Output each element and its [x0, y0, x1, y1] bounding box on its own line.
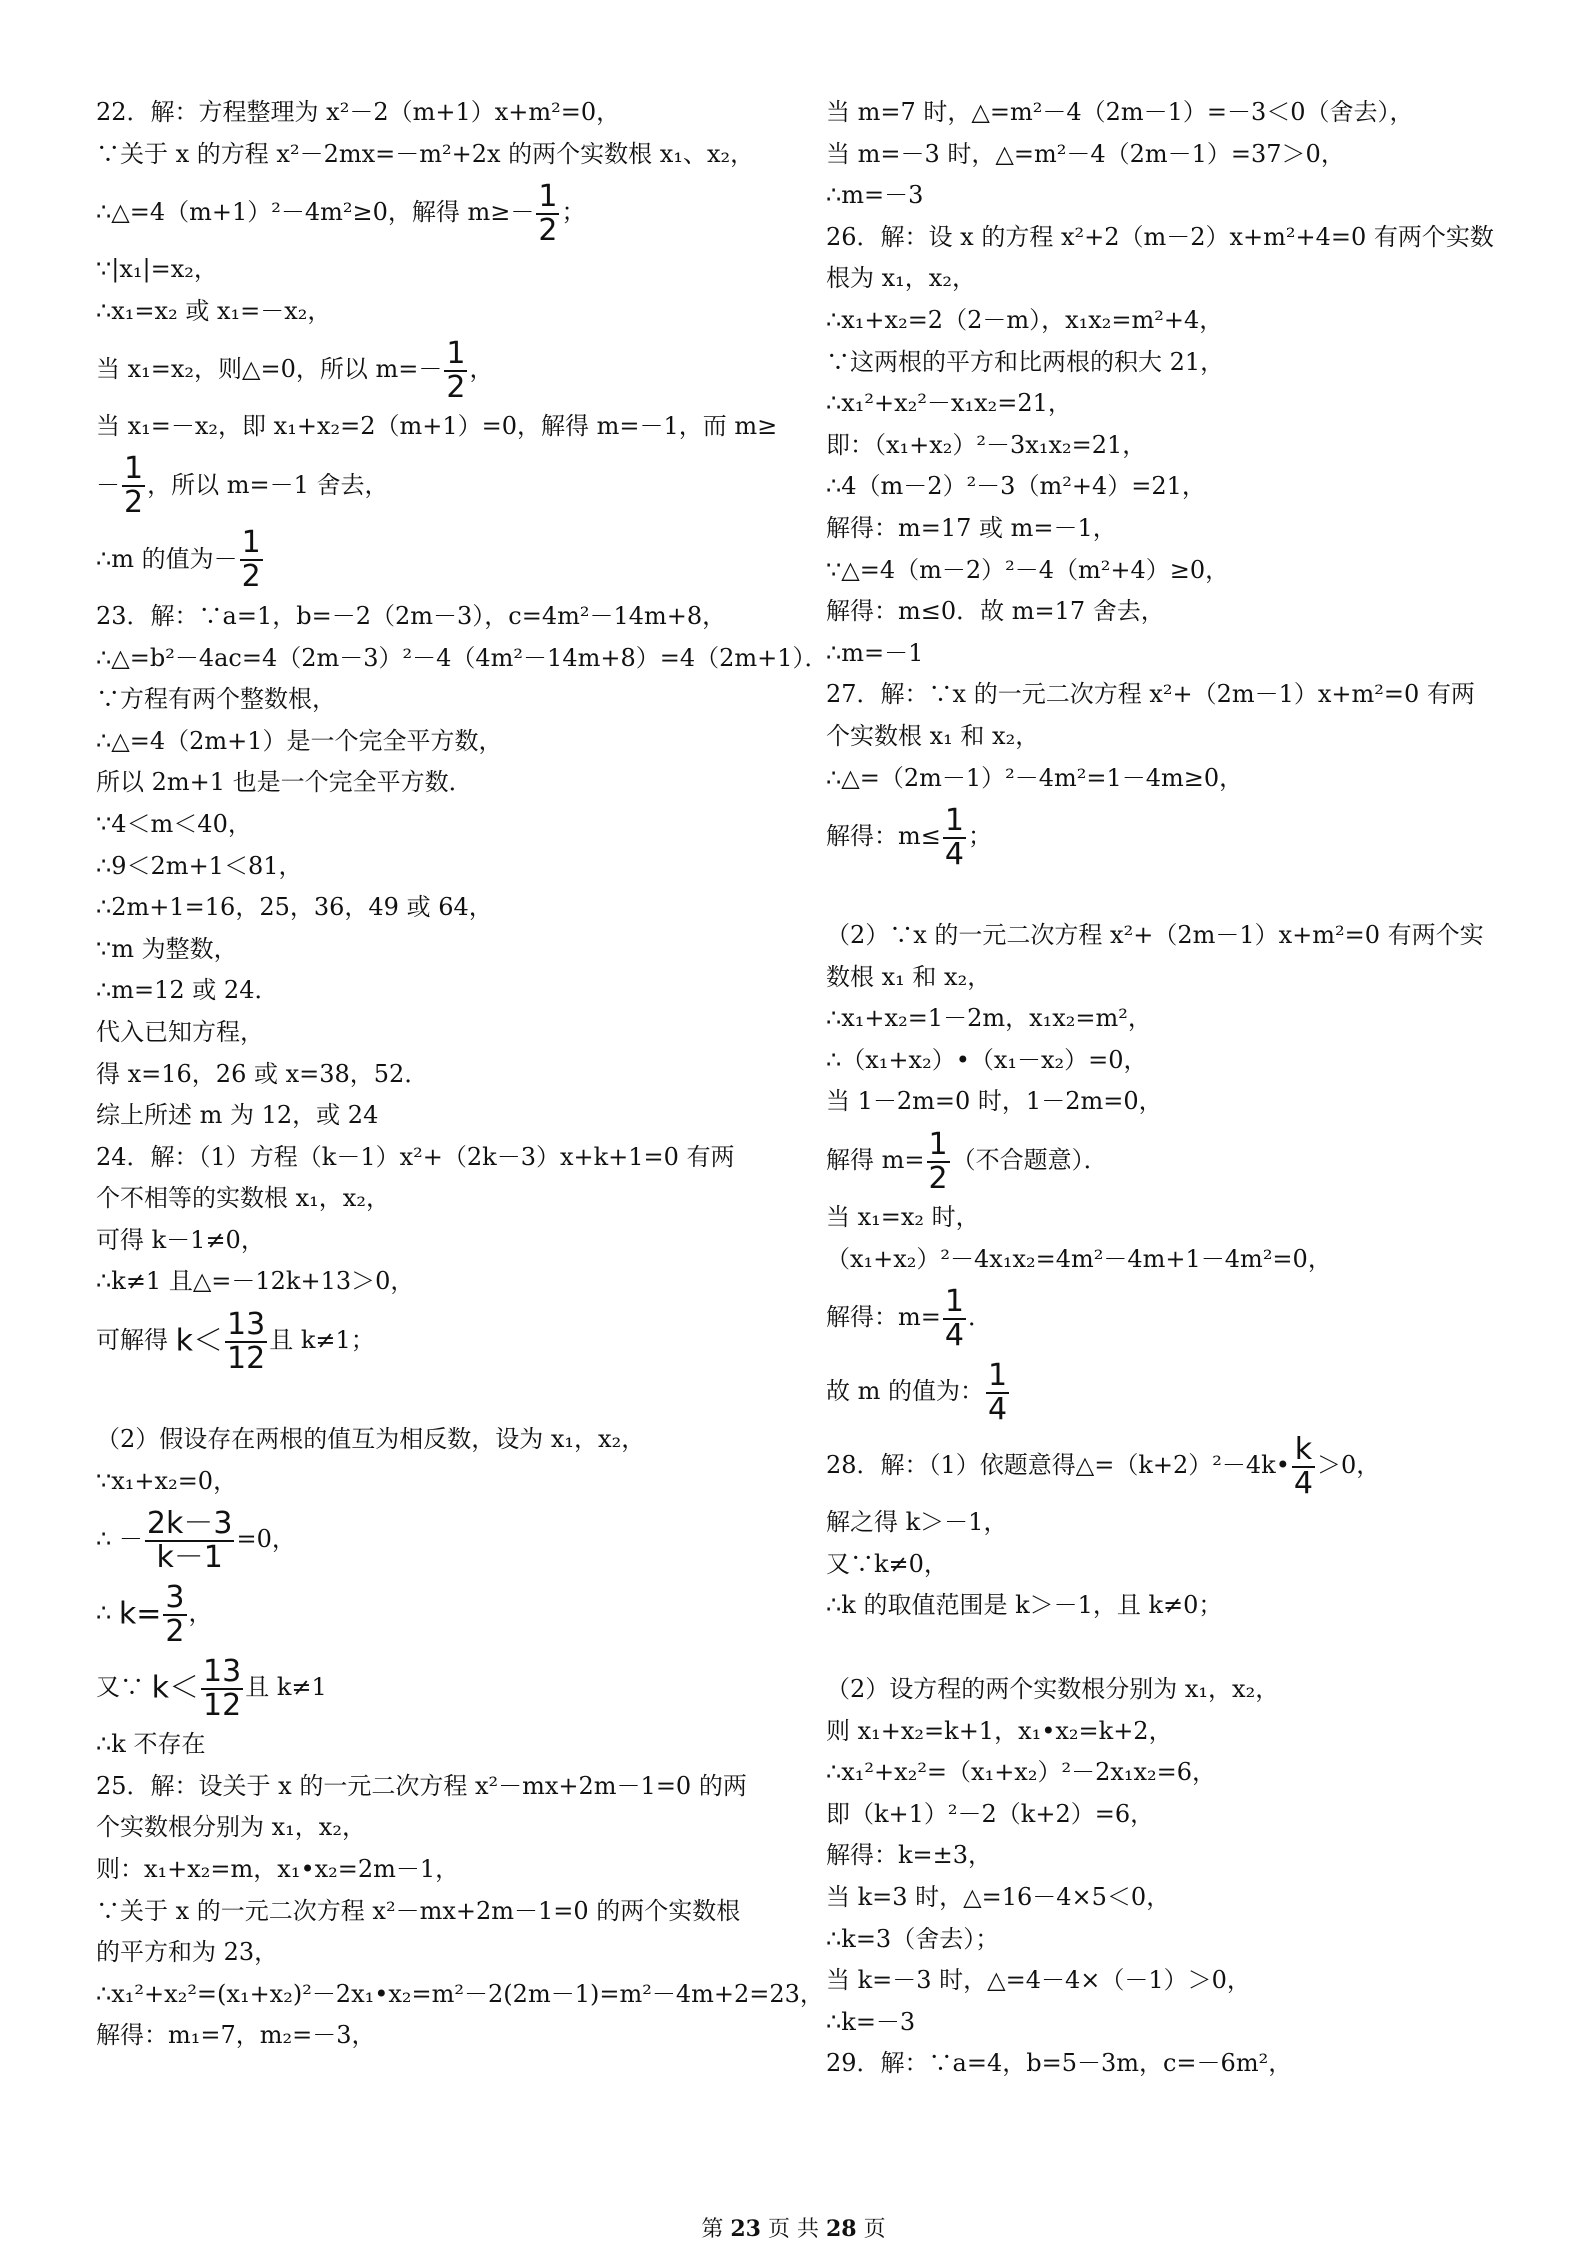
fraction — [943, 802, 966, 872]
fraction-numerator: 1 — [988, 1357, 1008, 1393]
line-text: ； — [967, 822, 992, 851]
text-line: 当 x₁=x₂ 时， — [826, 1203, 980, 1232]
text-line: ∵4＜m＜40， — [96, 809, 252, 838]
text-line — [96, 1502, 786, 1576]
fraction — [444, 335, 467, 405]
fraction — [986, 1357, 1009, 1427]
text-line: 得 x=16，26 或 x=38，52． — [96, 1059, 429, 1088]
line-text: ，所以 m=－1 舍去， — [147, 470, 389, 499]
fraction-numerator: 2k－3 — [146, 1505, 233, 1541]
text-line: （x₁+x₂）²－4x₁x₂=4m²－4m+1－4m²=0， — [826, 1244, 1332, 1273]
text-line: ∴x₁=x₂ 或 x₁=－x₂， — [96, 296, 332, 325]
fraction-numerator: 1 — [944, 802, 964, 838]
text-line: ∴x₁²+x₂²=（x₁+x₂）²－2x₁x₂=6， — [826, 1758, 1217, 1787]
text-line: 当 k=3 时，△=16－4×5＜0， — [826, 1883, 1171, 1911]
text-line: ∴m=－3 — [826, 181, 924, 210]
fraction — [240, 527, 263, 593]
text-line — [96, 1650, 786, 1724]
footer-total-pages: 28 — [826, 2216, 857, 2242]
text-line: 所以 2m+1 也是一个完全平方数． — [96, 768, 473, 797]
math-symbol: k＜ — [175, 1323, 224, 1359]
left-column — [96, 92, 829, 2057]
fraction-denominator: 2 — [538, 212, 558, 248]
fraction-denominator: 12 — [203, 1687, 242, 1723]
footer-suffix: 页 — [863, 2217, 886, 2242]
fraction-denominator: 4 — [988, 1391, 1008, 1427]
page-footer — [0, 2212, 1587, 2243]
text-line: ∵方程有两个整数根， — [96, 685, 336, 714]
text-line: ∴（x₁+x₂）•（x₁－x₂）=0， — [826, 1045, 1148, 1074]
fraction-denominator: 12 — [227, 1340, 266, 1376]
text-line: ∴△=b²－4ac=4（2m－3）²－4（4m²－14m+8）=4（2m+1）． — [96, 643, 829, 672]
text-line: 解之得 k＞－1， — [826, 1508, 1008, 1537]
fraction — [1292, 1431, 1315, 1501]
text-line: 的平方和为 23， — [96, 1938, 279, 1967]
text-line: ∴m=12 或 24． — [96, 976, 279, 1005]
line-text: ∴m 的值为－ — [96, 544, 238, 573]
line-text: 可解得 — [96, 1326, 176, 1355]
line-text: 且 k≠1 — [245, 1673, 327, 1702]
footer-middle: 页 共 — [768, 2217, 819, 2242]
text-line: 当 x₁=－x₂，即 x₁+x₂=2（m+1）=0，解得 m=－1，而 m≥ — [96, 412, 778, 441]
fraction — [163, 1579, 186, 1649]
math-symbol: k＜ — [151, 1670, 200, 1706]
text-line: ∵△=4（m－2）²－4（m²+4）≥0， — [826, 555, 1230, 584]
text-line: ∵关于 x 的一元二次方程 x²－mx+2m－1=0 的两个实数根 — [96, 1896, 741, 1925]
fraction — [536, 178, 559, 248]
text-line: ∴k≠1 且△=－12k+13＞0， — [96, 1267, 415, 1296]
text-line: ∵|x₁|=x₂， — [96, 255, 218, 284]
line-text: 当 x₁=x₂，则△=0，所以 m=－ — [96, 355, 443, 384]
text-line: ∵x₁+x₂=0， — [96, 1466, 238, 1495]
fraction-denominator: 4 — [944, 836, 964, 872]
text-line: 解得：m=17 或 m=－1， — [826, 513, 1117, 542]
text-line — [96, 522, 786, 596]
line-text: 又∵ — [96, 1673, 152, 1702]
text-line: 则：x₁+x₂=m，x₁•x₂=2m－1， — [96, 1855, 460, 1884]
fraction — [943, 1283, 966, 1353]
text-line: 解得：k=±3， — [826, 1841, 993, 1870]
text-line: ∴m=－1 — [826, 638, 924, 667]
text-line: 个实数根分别为 x₁，x₂， — [96, 1813, 366, 1842]
fraction-denominator: 2 — [928, 1160, 948, 1196]
line-text: 解得：m≤ — [826, 822, 941, 851]
fraction-numerator: k — [1292, 1434, 1315, 1468]
text-line: ∴x₁²+x₂²－x₁x₂=21， — [826, 389, 1072, 418]
fraction — [927, 1126, 950, 1196]
line-text: ∴ － — [96, 1525, 143, 1554]
text-line: 23．解：∵a=1，b=－2（2m－3），c=4m²－14m+8， — [96, 601, 727, 630]
line-text: 故 m 的值为： — [826, 1377, 985, 1406]
text-line: 24．解：（1）方程（k－1）x²+（2k－3）x+k+1=0 有两 — [96, 1142, 735, 1171]
text-line: 即（k+1）²－2（k+2）=6， — [826, 1799, 1155, 1828]
fraction-denominator: 2 — [446, 369, 466, 405]
fraction-numerator: 13 — [227, 1306, 266, 1342]
text-line: ∴2m+1=16，25，36，49 或 64， — [96, 893, 493, 922]
fraction-denominator: 2 — [165, 1613, 185, 1649]
line-text: 28．解：（1）依题意得△=（k+2）²－4k• — [826, 1451, 1290, 1480]
text-line: 29．解：∵a=4，b=5－3m，c=－6m²， — [826, 2049, 1293, 2078]
fraction-numerator: 1 — [241, 525, 261, 561]
text-line: ∴9＜2m+1＜81， — [96, 851, 303, 880]
fraction-numerator: 1 — [124, 451, 144, 487]
footer-prefix: 第 — [701, 2217, 724, 2242]
text-line: 综上所述 m 为 12，或 24 — [96, 1101, 379, 1130]
text-line: 可得 k－1≠0， — [96, 1225, 265, 1254]
line-text: ， — [188, 1599, 213, 1628]
line-text: ． — [967, 1303, 992, 1332]
fraction-denominator: k－1 — [156, 1539, 223, 1575]
fraction-numerator: 13 — [203, 1653, 242, 1689]
text-line: ∴k 的取值范围是 k＞－1，且 k≠0； — [826, 1591, 1223, 1620]
text-line: 25．解：设关于 x 的一元二次方程 x²－mx+2m－1=0 的两 — [96, 1771, 747, 1800]
text-line: （2）设方程的两个实数根分别为 x₁，x₂， — [826, 1675, 1280, 1704]
text-line: 27．解：∵x 的一元二次方程 x²+（2m－1）x+m²=0 有两 — [826, 680, 1475, 709]
text-line: 代入已知方程， — [96, 1017, 264, 1046]
text-line — [826, 1280, 1516, 1354]
text-line — [826, 1123, 1516, 1197]
fraction — [145, 1505, 235, 1575]
text-line: ∴△=（2m－1）²－4m²=1－4m≥0， — [826, 763, 1244, 792]
text-line: 22．解：方程整理为 x²－2（m+1）x+m²=0， — [96, 98, 621, 126]
text-line: 26．解：设 x 的方程 x²+2（m－2）x+m²+4=0 有两个实数 — [826, 222, 1494, 251]
text-line — [826, 1354, 1516, 1428]
text-line: ∵关于 x 的方程 x²－2mx=－m²+2x 的两个实数根 x₁、x₂， — [96, 139, 755, 168]
line-text: ∴ — [96, 1599, 119, 1628]
fraction — [225, 1306, 267, 1376]
fraction-numerator: 1 — [944, 1283, 964, 1319]
text-line — [826, 1428, 1516, 1502]
text-line — [826, 799, 1516, 873]
text-line: 即：（x₁+x₂）²－3x₁x₂=21， — [826, 430, 1147, 459]
line-text: 且 k≠1； — [269, 1326, 375, 1355]
text-line: 个实数根 x₁ 和 x₂， — [826, 721, 1040, 750]
text-line: ∴k=－3 — [826, 2007, 916, 2036]
text-line: ∵这两根的平方和比两根的积大 21， — [826, 347, 1225, 376]
line-text: （不合题意）． — [951, 1146, 1108, 1175]
text-line: 解得：m≤0．故 m=17 舍去， — [826, 597, 1165, 626]
fraction-denominator: 2 — [124, 485, 144, 521]
fraction-denominator: 2 — [241, 559, 261, 595]
text-line: 个不相等的实数根 x₁，x₂， — [96, 1184, 390, 1213]
text-line: （2）∵x 的一元二次方程 x²+（2m－1）x+m²=0 有两个实 — [826, 921, 1484, 950]
text-line — [96, 1303, 786, 1377]
text-line: ∴△=4（2m+1）是一个完全平方数， — [96, 726, 503, 755]
fraction-denominator: 4 — [1293, 1465, 1313, 1501]
line-text: 解得：m= — [826, 1303, 941, 1332]
text-line: 当 k=－3 时，△=4－4×（－1）＞0， — [826, 1966, 1251, 1995]
text-line: 则 x₁+x₂=k+1，x₁•x₂=k+2， — [826, 1716, 1173, 1745]
text-line: 解得：m₁=7，m₂=－3， — [96, 2021, 376, 2050]
text-line: ∴x₁+x₂=1－2m，x₁x₂=m²， — [826, 1004, 1152, 1033]
line-text: 解得 m= — [826, 1146, 925, 1175]
footer-page-number: 23 — [730, 2216, 761, 2242]
line-text: ， — [469, 355, 494, 384]
line-text: ∴△=4（m+1）²－4m²≥0，解得 m≥－ — [96, 198, 535, 227]
line-text: ； — [561, 198, 586, 227]
math-symbol: k= — [118, 1596, 162, 1632]
text-line — [96, 332, 786, 406]
text-line — [96, 448, 786, 522]
line-text: ＞0， — [1316, 1451, 1381, 1480]
text-line: 当 1－2m=0 时，1－2m=0， — [826, 1087, 1163, 1116]
text-line: ∴k=3（舍去）； — [826, 1924, 1000, 1953]
text-line: 数根 x₁ 和 x₂， — [826, 962, 992, 991]
text-line: 根为 x₁，x₂， — [826, 264, 976, 293]
right-column — [826, 92, 1516, 2085]
text-line: 当 m=－3 时，△=m²－4（2m－1）=37＞0， — [826, 139, 1345, 168]
fraction-numerator: 3 — [165, 1579, 185, 1615]
fraction-numerator: 1 — [928, 1126, 948, 1162]
line-text: =0， — [236, 1525, 296, 1554]
text-line — [96, 175, 786, 249]
text-line: 又∵k≠0， — [826, 1549, 948, 1578]
text-line: ∴x₁+x₂=2（2－m），x₁x₂=m²+4， — [826, 305, 1224, 334]
text-line: ∴4（m－2）²－3（m²+4）=21， — [826, 472, 1206, 501]
line-text: － — [96, 470, 120, 499]
text-line: 当 m=7 时，△=m²－4（2m－1）=－3＜0（舍去）， — [826, 98, 1414, 126]
fraction — [201, 1653, 243, 1723]
text-line: ∴x₁²+x₂²=(x₁+x₂)²－2x₁•x₂=m²－2(2m－1)=m²－4m+2=23， — [96, 1979, 824, 2008]
fraction-numerator: 1 — [446, 335, 466, 371]
text-line: ∵m 为整数， — [96, 934, 238, 963]
text-line: （2）假设存在两根的值互为相反数，设为 x₁，x₂， — [96, 1425, 646, 1454]
fraction — [122, 453, 145, 519]
fraction-denominator: 4 — [944, 1317, 964, 1353]
text-line: ∴k 不存在 — [96, 1730, 206, 1759]
text-line — [96, 1576, 786, 1650]
fraction-numerator: 1 — [538, 178, 558, 214]
